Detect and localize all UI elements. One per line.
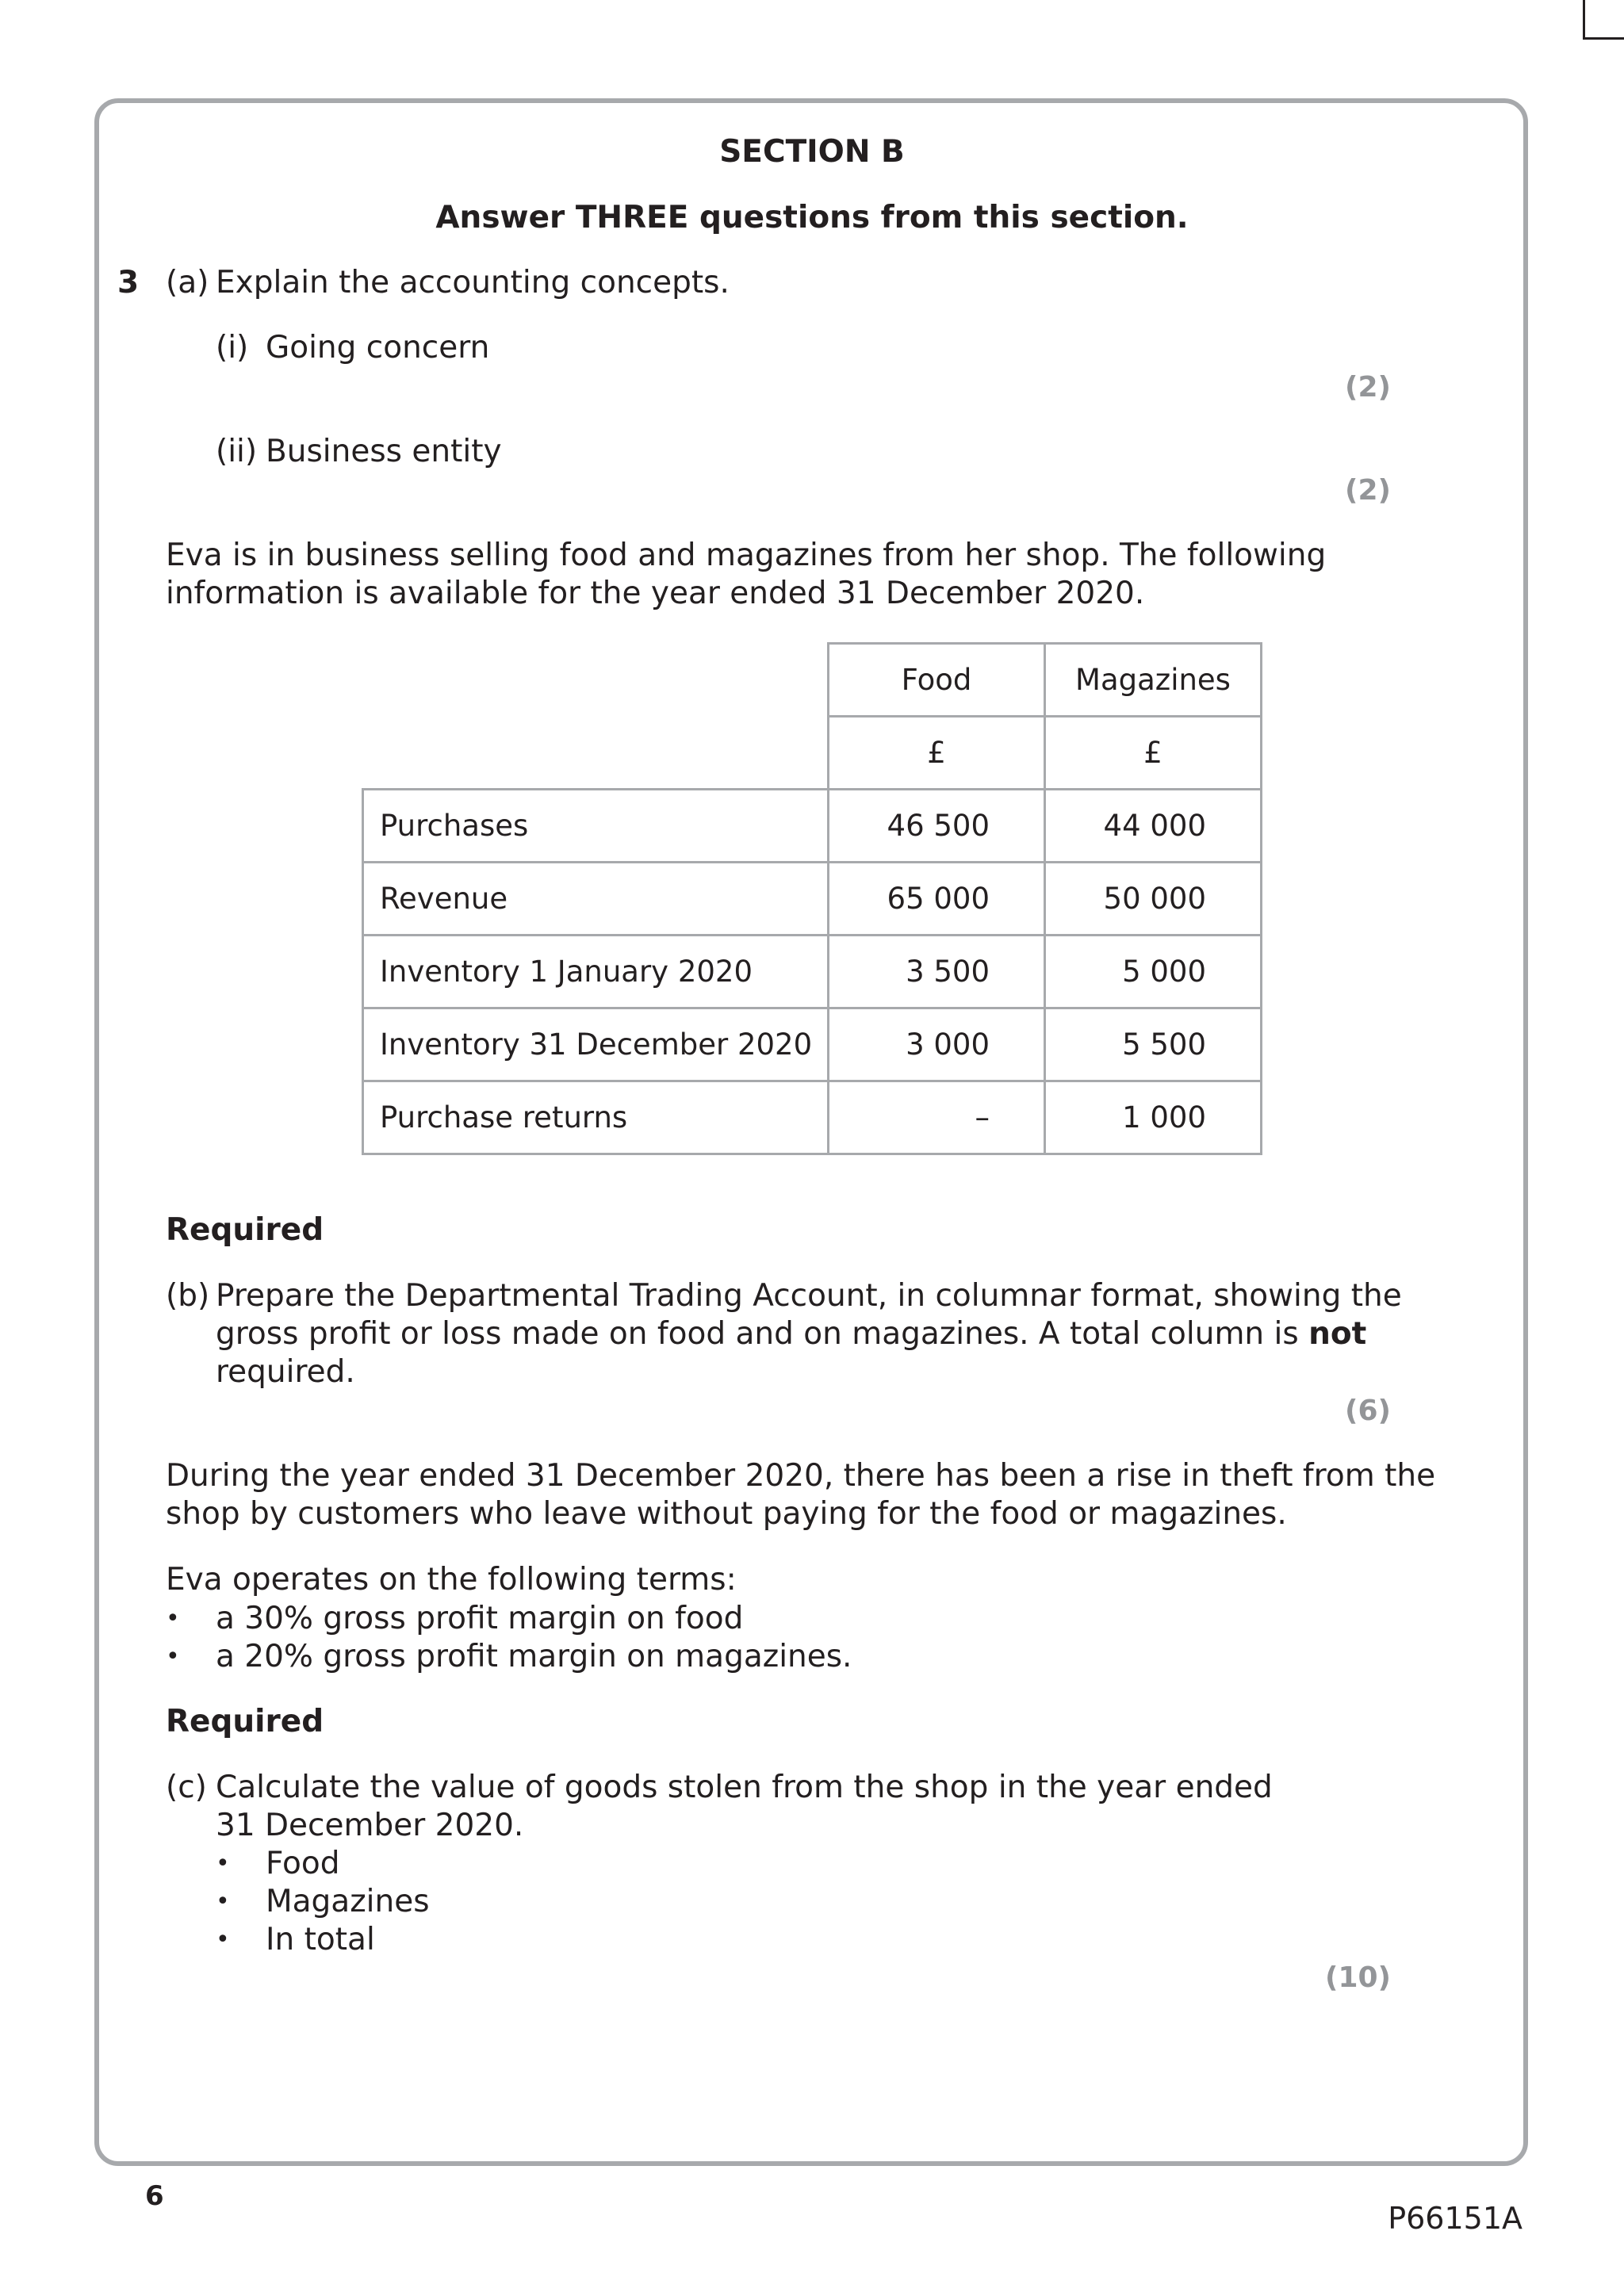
bullet-icon: • [216, 1888, 230, 1915]
part-a-ii-marks: (2) [1345, 474, 1391, 507]
row-label: Inventory 31 December 2020 [363, 1008, 829, 1081]
part-b-line-1: Prepare the Departmental Trading Account, in columnar format, showing the [216, 1278, 1402, 1314]
row-label: Inventory 1 January 2020 [363, 936, 829, 1008]
row-food-value: 3 000 [829, 1008, 1045, 1081]
row-magazines-value: 5 000 [1045, 936, 1262, 1008]
part-c-item: In total [266, 1922, 375, 1957]
part-b-emphasis: not [1308, 1316, 1367, 1352]
part-c-line-1: Calculate the value of goods stolen from the shop in the year ended [216, 1770, 1273, 1805]
crop-mark-vertical [1583, 0, 1585, 40]
row-magazines-value: 50 000 [1045, 863, 1262, 936]
theft-line-2: shop by customers who leave without paying for the food or magazines. [166, 1496, 1287, 1532]
bullet-icon: • [216, 1850, 230, 1877]
table-row [363, 936, 1262, 1008]
page-number: 6 [145, 2180, 164, 2212]
intro-line-2: information is available for the year ended 31 December 2020. [166, 576, 1145, 611]
part-b-line-2-text: gross profit or loss made on food and on magazines. A total column is [216, 1316, 1309, 1352]
table-row [363, 790, 1262, 863]
unit-food: £ [829, 717, 1045, 790]
bullet-icon: • [166, 1643, 180, 1670]
part-c-label: (c) [166, 1770, 207, 1805]
table-row [363, 1081, 1262, 1154]
part-c-item: Magazines [266, 1884, 430, 1919]
bullet-icon: • [216, 1926, 230, 1954]
required-heading-2: Required [166, 1704, 324, 1739]
row-label: Revenue [363, 863, 829, 936]
table-row [363, 1008, 1262, 1081]
part-c-line-2: 31 December 2020. [216, 1808, 524, 1843]
paper-code: P66151A [1388, 2201, 1522, 2236]
theft-line-1: During the year ended 31 December 2020, there has been a rise in theft from the [166, 1458, 1436, 1494]
row-food-value: 65 000 [829, 863, 1045, 936]
part-a-ii-text: Business entity [266, 434, 502, 469]
row-food-value: 3 500 [829, 936, 1045, 1008]
question-number: 3 [117, 265, 140, 300]
row-food-value: – [829, 1081, 1045, 1154]
part-b-label: (b) [166, 1278, 210, 1314]
part-a-text: Explain the accounting concepts. [216, 265, 730, 300]
crop-mark-horizontal [1583, 37, 1624, 40]
section-instruction: Answer THREE questions from this section. [435, 200, 1189, 235]
part-a-i-marks: (2) [1345, 371, 1391, 404]
part-b-line-3: required. [216, 1354, 355, 1390]
table-row [363, 863, 1262, 936]
part-c-item: Food [266, 1846, 340, 1881]
part-b-marks: (6) [1345, 1395, 1391, 1427]
part-b-line-2 [216, 1315, 1366, 1353]
row-food-value: 46 500 [829, 790, 1045, 863]
row-magazines-value: 1 000 [1045, 1081, 1262, 1154]
row-label: Purchase returns [363, 1081, 829, 1154]
part-a-ii-label: (ii) [216, 434, 258, 469]
part-a-i-text: Going concern [266, 330, 490, 365]
part-a-label: (a) [166, 265, 209, 300]
unit-magazines: £ [1045, 717, 1262, 790]
part-a-i-label: (i) [216, 330, 249, 365]
term-item: a 30% gross profit margin on food [216, 1601, 744, 1636]
section-title: SECTION B [719, 134, 905, 170]
row-magazines-value: 44 000 [1045, 790, 1262, 863]
required-heading-1: Required [166, 1212, 324, 1248]
row-label: Purchases [363, 790, 829, 863]
header-magazines: Magazines [1045, 644, 1262, 717]
bullet-icon: • [166, 1605, 180, 1632]
table-units-row [363, 717, 1262, 790]
intro-line-1: Eva is in business selling food and magazines from her shop. The following [166, 538, 1327, 573]
part-c-marks: (10) [1324, 1961, 1391, 1994]
trading-data-table [362, 642, 1262, 1155]
term-item: a 20% gross profit margin on magazines. [216, 1639, 852, 1674]
table-header-row [363, 644, 1262, 717]
header-food: Food [829, 644, 1045, 717]
terms-intro: Eva operates on the following terms: [166, 1562, 737, 1598]
row-magazines-value: 5 500 [1045, 1008, 1262, 1081]
